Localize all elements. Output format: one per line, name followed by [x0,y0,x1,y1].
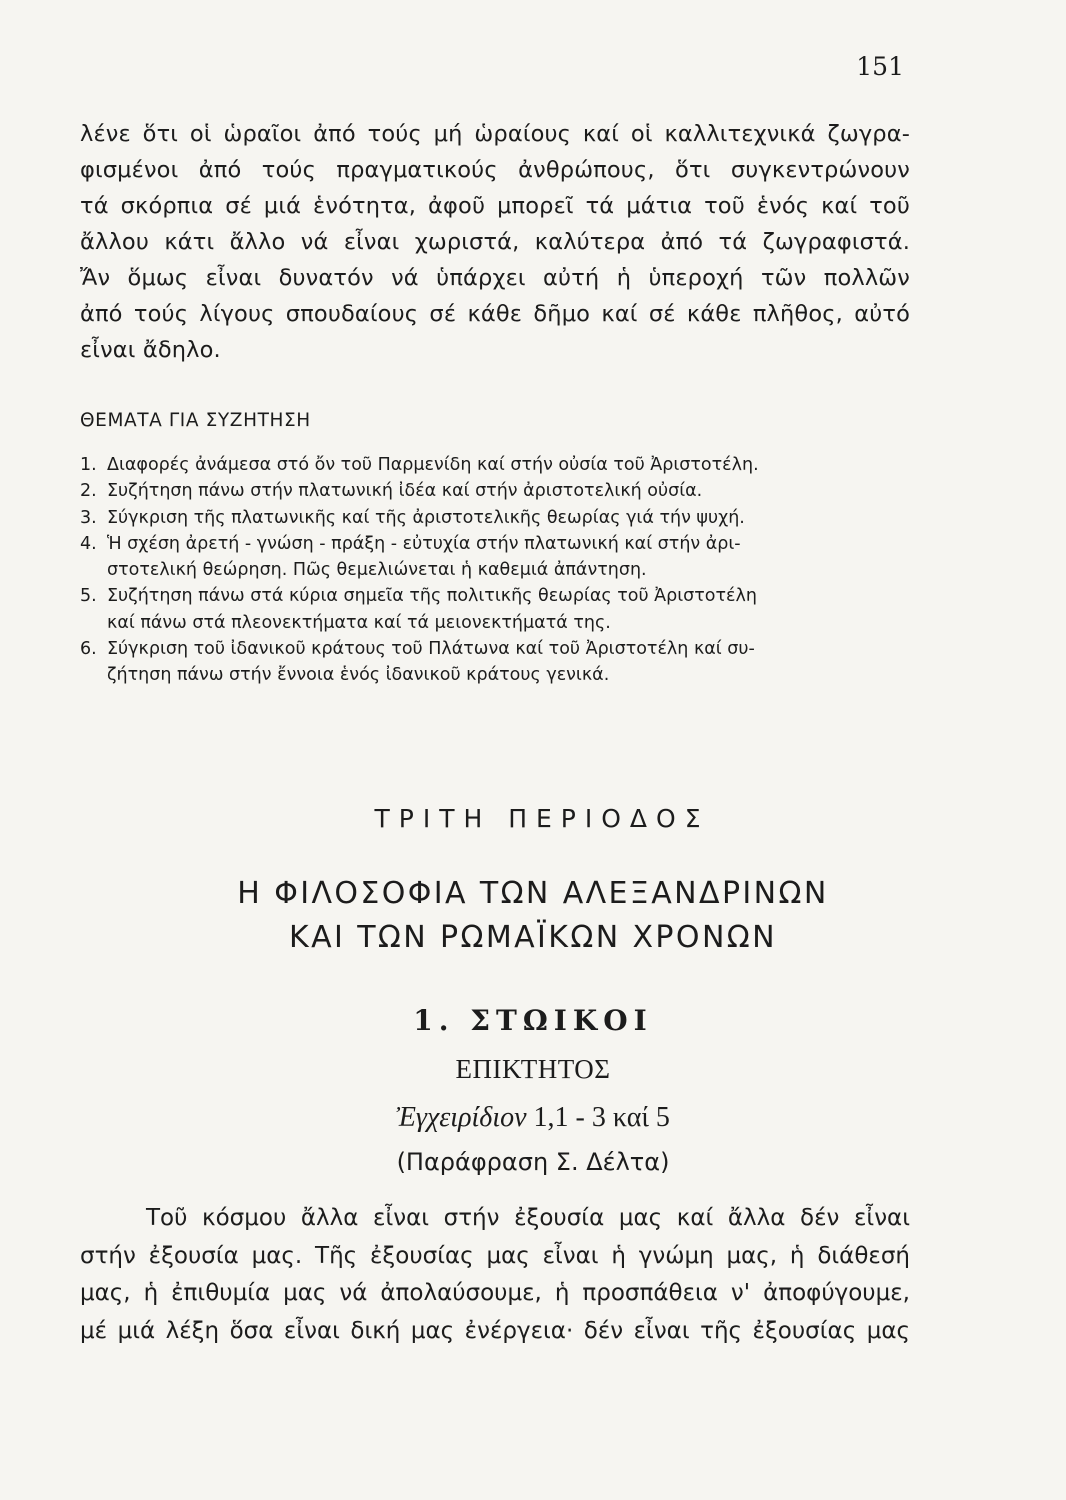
topic-number: 3. [80,507,97,528]
work-title: Ἐγχειρίδιον [396,1102,527,1133]
topic-text: Συζήτηση πάνω στά κύρια σημεῖα τῆς πολιτικῆς θεωρίας τοῦ Ἀριστοτέλη [107,586,757,607]
text-line: εἶναι ἄδηλο. [80,337,221,363]
text-line: ἄλλου κάτι ἄλλο νά εἶναι χωριστά, καλύτερα ἀπό τά ζωγραφιστά. [80,229,910,255]
topic-text: ζήτηση πάνω στήν ἔννοια ἑνός ἰδανικοῦ κράτους γενικά. [107,665,610,686]
text-line: στήν ἐξουσία μας. Τῆς ἐξουσίας μας εἶναι ἡ γνώμη μας, ἡ διάθεσή [80,1242,910,1269]
topic-number: 1. [80,455,97,475]
chapter-title-line: Η ΦΙΛΟΣΟΦΙΑ ΤΩΝ ΑΛΕΞΑΝΔΡΙΝΩΝ [237,876,829,911]
page-number: 151 [856,52,904,81]
topic-number: 5. [80,586,97,607]
topic-text: στοτελική θεώρηση. Πῶς θεμελιώνεται ἡ καθεμιά ἀπάντηση. [107,560,647,581]
work-passage: 1,1 - 3 καί 5 [533,1102,670,1133]
discussion-topics-list [80,452,910,689]
topic-text: Ἡ σχέση ἀρετή - γνώση - πράξη - εὐτυχία στήν πλατωνική καί στήν ἀρι- [107,533,741,554]
text-line: Ἄν ὅμως εἶναι δυνατόν νά ὑπάρχει αὐτή ἡ ὑπεροχή τῶν πολλῶν [80,265,910,291]
period-title: ΤΡΙΤΗ ΠΕΡΙΟΔΟΣ [374,804,710,833]
work-reference [0,1102,1066,1134]
text-line: μέ μιά λέξη ὅσα εἶναι δική μας ἐνέργεια· δέν εἶναι τῆς ἐξουσίας μας [80,1317,910,1344]
topic-text: καί πάνω στά πλεονεκτήματα καί τά μειονεκτήματά της. [107,612,611,633]
text-line: τά σκόρπια σέ μιά ἑνότητα, ἀφοῦ μπορεῖ τά μάτια τοῦ ἑνός καί τοῦ [80,193,910,219]
topic-text: Συζήτηση πάνω στήν πλατωνική ἰδέα καί στήν ἀριστοτελική οὐσία. [107,481,703,502]
discussion-heading: ΘΕΜΑΤΑ ΓΙΑ ΣΥΖΗΤΗΣΗ [80,410,311,431]
topic-text: Σύγκριση τῆς πλατωνικῆς καί τῆς ἀριστοτελικῆς θεωρίας γιά τήν ψυχή. [107,507,745,528]
chapter-title [0,872,1066,960]
topic-item [80,478,910,504]
text-line: φισμένοι ἀπό τούς πραγματικούς ἀνθρώπους, ὅτι συγκεντρώνουν [80,157,910,183]
chapter-title-line: ΚΑΙ ΤΩΝ ΡΩΜΑΪΚΩΝ ΧΡΟΝΩΝ [289,920,777,955]
topic-number: 6. [80,639,97,660]
body-paragraph [80,1200,910,1350]
text-line: ἀπό τούς λίγους σπουδαίους σέ κάθε δῆμο καί σέ κάθε πλῆθος, αὐτό [80,301,910,327]
topic-item [80,452,910,478]
topic-number: 2. [80,481,97,502]
topic-text: Διαφορές ἀνάμεσα στό ὄν τοῦ Παρμενίδη καί στήν οὐσία τοῦ Ἀριστοτέλη. [107,455,759,475]
topic-item [80,531,910,584]
text-line: μας, ἡ ἐπιθυμία μας νά ἀπολαύσουμε, ἡ προσπάθεια ν' ἀποφύγουμε, [80,1280,910,1306]
intro-paragraph [80,116,910,368]
topic-item [80,583,910,636]
topic-text: Σύγκριση τοῦ ἰδανικοῦ κράτους τοῦ Πλάτωνα καί τοῦ Ἀριστοτέλη καί συ- [107,639,755,660]
author-name: ΕΠΙΚΤΗΤΟΣ [455,1054,611,1084]
topic-item [80,505,910,531]
paraphrase-note: (Παράφραση Σ. Δέλτα) [396,1148,670,1176]
topic-item [80,636,910,689]
text-line: Τοῦ κόσμου ἄλλα εἶναι στήν ἐξουσία μας καί ἄλλα δέν εἶναι [146,1205,910,1231]
topic-number: 4. [80,533,97,554]
text-line: λένε ὅτι οἱ ὡραῖοι ἀπό τούς μή ὡραίους καί οἱ καλλιτεχνικά ζωγρα- [80,121,910,147]
section-title: 1. ΣΤΩΙΚΟΙ [413,1004,653,1037]
